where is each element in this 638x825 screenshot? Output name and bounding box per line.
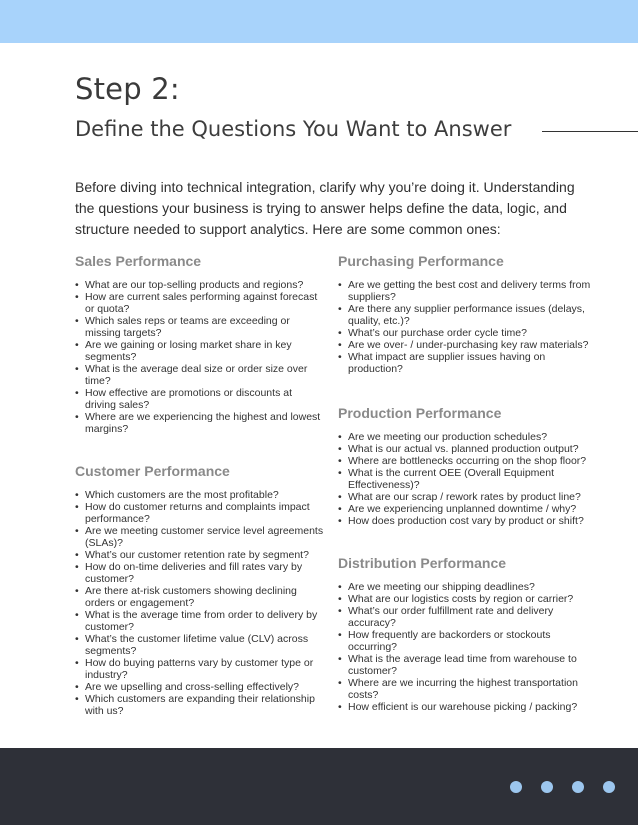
section-title: Production Performance xyxy=(338,405,502,421)
question-item: • How does production cost vary by product or shift? xyxy=(338,515,600,527)
question-item: • Which customers are the most profitable? xyxy=(75,489,325,501)
page-subtitle: Define the Questions You Want to Answer xyxy=(75,117,512,141)
question-item: • What is the average lead time from warehouse to customer? xyxy=(338,653,600,677)
question-item: • Which sales reps or teams are exceeding or missing targets? xyxy=(75,315,325,339)
question-item: • What’s our purchase order cycle time? xyxy=(338,327,600,339)
dot-icon xyxy=(510,781,522,793)
question-item: • Where are we incurring the highest transportation costs? xyxy=(338,677,600,701)
question-item: • Are we over- / under-purchasing key raw materials? xyxy=(338,339,600,351)
section-title: Sales Performance xyxy=(75,253,202,269)
question-item: • Where are bottlenecks occurring on the shop floor? xyxy=(338,455,600,467)
question-item: • What impact are supplier issues having on production? xyxy=(338,351,600,375)
question-item: • How frequently are backorders or stockouts occurring? xyxy=(338,629,600,653)
header-rule xyxy=(542,131,638,132)
intro-paragraph: Before diving into technical integration, clarify why you’re doing it. Understanding the questions your business is trying to answer helps define the data, logic, and structure needed to support analytics. Here are some common ones: xyxy=(75,179,575,237)
question-item: • What is the current OEE (Overall Equipment Effectiveness)? xyxy=(338,467,600,491)
top-accent-band xyxy=(0,0,638,43)
section-production xyxy=(338,405,600,527)
question-list xyxy=(75,489,325,717)
section-purchasing xyxy=(338,253,600,375)
question-item: • What’s the customer lifetime value (CLV) across segments? xyxy=(75,633,325,657)
question-item: • What is the average deal size or order size over time? xyxy=(75,363,325,387)
step-heading: Step 2: xyxy=(75,72,180,106)
question-item: • How effective are promotions or discounts at driving sales? xyxy=(75,387,325,411)
right-column xyxy=(338,253,600,737)
question-item: • Are we upselling and cross-selling effectively? xyxy=(75,681,325,693)
question-item: • Are there at-risk customers showing declining orders or engagement? xyxy=(75,585,325,609)
section-customer xyxy=(75,463,325,717)
question-item: • Where are we experiencing the highest and lowest margins? xyxy=(75,411,325,435)
question-item: • What are our top-selling products and regions? xyxy=(75,279,325,291)
question-item: • Which customers are expanding their relationship with us? xyxy=(75,693,325,717)
question-item: • What is the average time from order to delivery by customer? xyxy=(75,609,325,633)
question-item: • How do on-time deliveries and fill rates vary by customer? xyxy=(75,561,325,585)
question-item: • What are our logistics costs by region or carrier? xyxy=(338,593,600,605)
question-item: • How do customer returns and complaints impact performance? xyxy=(75,501,325,525)
question-item: • How are current sales performing against forecast or quota? xyxy=(75,291,325,315)
question-item: • What’s our order fulfillment rate and delivery accuracy? xyxy=(338,605,600,629)
question-item: • What’s our customer retention rate by segment? xyxy=(75,549,325,561)
section-title: Distribution Performance xyxy=(338,555,507,571)
section-sales xyxy=(75,253,325,435)
question-item: • What is our actual vs. planned production output? xyxy=(338,443,600,455)
question-item: • Are we gaining or losing market share in key segments? xyxy=(75,339,325,363)
question-item: • How do buying patterns vary by customer type or industry? xyxy=(75,657,325,681)
left-column xyxy=(75,253,325,741)
question-item: • Are we getting the best cost and delivery terms from suppliers? xyxy=(338,279,600,303)
question-item: • Are we meeting our production schedules? xyxy=(338,431,600,443)
section-title: Customer Performance xyxy=(75,463,230,479)
section-distribution xyxy=(338,555,600,713)
dot-icon xyxy=(603,781,615,793)
question-list xyxy=(338,581,600,713)
section-title: Purchasing Performance xyxy=(338,253,504,269)
question-item: • What are our scrap / rework rates by product line? xyxy=(338,491,600,503)
question-item: • Are there any supplier performance issues (delays, quality, etc.)? xyxy=(338,303,600,327)
dot-icon xyxy=(541,781,553,793)
question-item: • Are we meeting our shipping deadlines? xyxy=(338,581,600,593)
decorative-dots xyxy=(510,781,615,793)
question-item: • How efficient is our warehouse picking / packing? xyxy=(338,701,600,713)
question-item: • Are we experiencing unplanned downtime / why? xyxy=(338,503,600,515)
question-list xyxy=(338,431,600,527)
question-item: • Are we meeting customer service level agreements (SLAs)? xyxy=(75,525,325,549)
dot-icon xyxy=(572,781,584,793)
question-list xyxy=(338,279,600,375)
question-list xyxy=(75,279,325,435)
